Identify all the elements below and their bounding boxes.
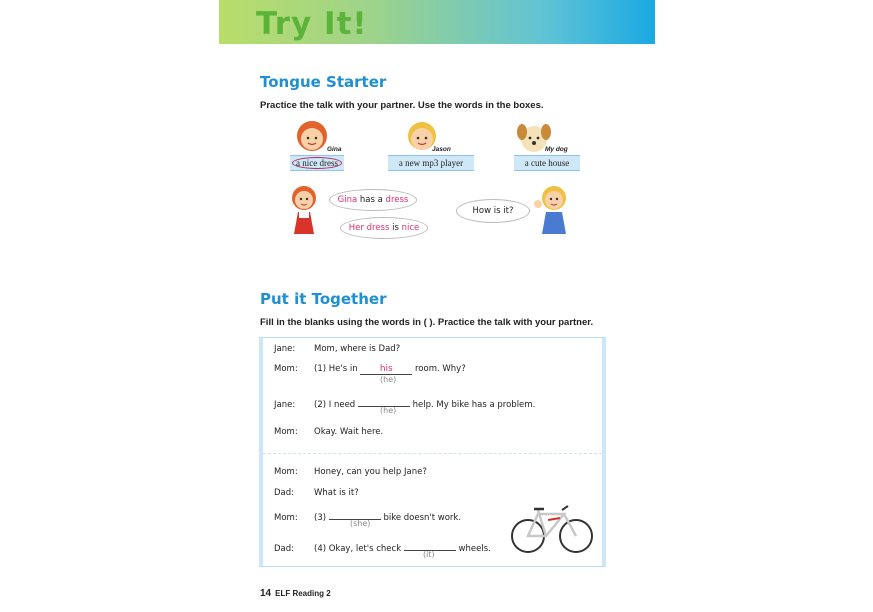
answer-blank[interactable] bbox=[360, 364, 412, 375]
line-pre: (4) Okay, let's check bbox=[314, 544, 402, 554]
line-pre: (1) He's in bbox=[314, 364, 358, 374]
bubble2-object: nice bbox=[401, 223, 420, 233]
tongue-starter-heading: Tongue Starter bbox=[260, 73, 387, 91]
speech-bubble-1 bbox=[329, 189, 417, 211]
speaker: Jane: bbox=[274, 400, 296, 410]
bubble1-subject: Gina bbox=[337, 195, 358, 205]
put-together-instruction: Fill in the blanks using the words in ( ). Practice the talk with your partner. bbox=[260, 317, 594, 328]
hint-word: (she) bbox=[350, 519, 371, 528]
boy-character-icon bbox=[530, 184, 576, 236]
speech-bubble-3: How is it? bbox=[456, 199, 530, 223]
card-phrase-gina bbox=[290, 155, 344, 171]
card-name-gina: Gina bbox=[327, 146, 342, 153]
bubble1-verb: has a bbox=[357, 195, 386, 205]
page-title: Try It! bbox=[256, 6, 368, 42]
line-pre: (3) bbox=[314, 513, 327, 523]
speaker: Mom: bbox=[274, 427, 298, 437]
bubble2-subject: Her dress bbox=[348, 223, 390, 233]
speaker: Dad: bbox=[274, 488, 295, 498]
dialogue-line bbox=[274, 344, 400, 354]
line-text: Okay. Wait here. bbox=[314, 427, 384, 437]
hint-word: (it) bbox=[423, 550, 435, 559]
page-number: 14 bbox=[260, 588, 272, 599]
card-name-jason: Jason bbox=[432, 146, 451, 153]
line-post: wheels. bbox=[458, 544, 491, 554]
bubble1-object: dress bbox=[385, 195, 409, 205]
dialogue-divider bbox=[263, 453, 602, 454]
line-post: room. Why? bbox=[415, 364, 466, 374]
tongue-starter-instruction: Practice the talk with your partner. Use the words in the boxes. bbox=[260, 100, 544, 111]
hint-word: (he) bbox=[380, 375, 397, 384]
line-pre: (2) I need bbox=[314, 400, 356, 410]
girl-character-icon bbox=[286, 184, 326, 236]
line-text: What is it? bbox=[314, 488, 359, 498]
line-post: help. My bike has a problem. bbox=[412, 400, 536, 410]
line-text: Mom, where is Dad? bbox=[314, 344, 401, 354]
bicycle-icon bbox=[508, 500, 598, 556]
card-phrase-jason: a new mp3 player bbox=[388, 155, 474, 171]
dialogue-line bbox=[274, 364, 466, 375]
dialogue-line bbox=[274, 427, 383, 437]
speaker: Mom: bbox=[274, 467, 298, 477]
book-title: ELF Reading 2 bbox=[275, 589, 331, 598]
line-text: Honey, can you help Jane? bbox=[314, 467, 427, 477]
card-phrase-dog: a cute house bbox=[514, 155, 580, 171]
line-post: bike doesn't work. bbox=[383, 513, 462, 523]
card-name-dog: My dog bbox=[545, 146, 568, 153]
speech-bubble-2 bbox=[340, 217, 428, 239]
bubble2-verb: is bbox=[389, 223, 402, 233]
dialogue-line bbox=[274, 488, 359, 498]
speaker: Mom: bbox=[274, 513, 298, 523]
speaker: Dad: bbox=[274, 544, 295, 554]
hint-word: (he) bbox=[380, 406, 397, 415]
circled-phrase: a nice dress bbox=[292, 157, 342, 169]
speaker: Jane: bbox=[274, 344, 296, 354]
put-together-heading: Put it Together bbox=[260, 290, 387, 308]
dialogue-line bbox=[274, 540, 491, 554]
answer-text: his bbox=[379, 364, 393, 374]
dialogue-line bbox=[274, 467, 427, 477]
speaker: Mom: bbox=[274, 364, 298, 374]
dialogue-line bbox=[274, 396, 535, 410]
page-footer bbox=[260, 588, 331, 599]
